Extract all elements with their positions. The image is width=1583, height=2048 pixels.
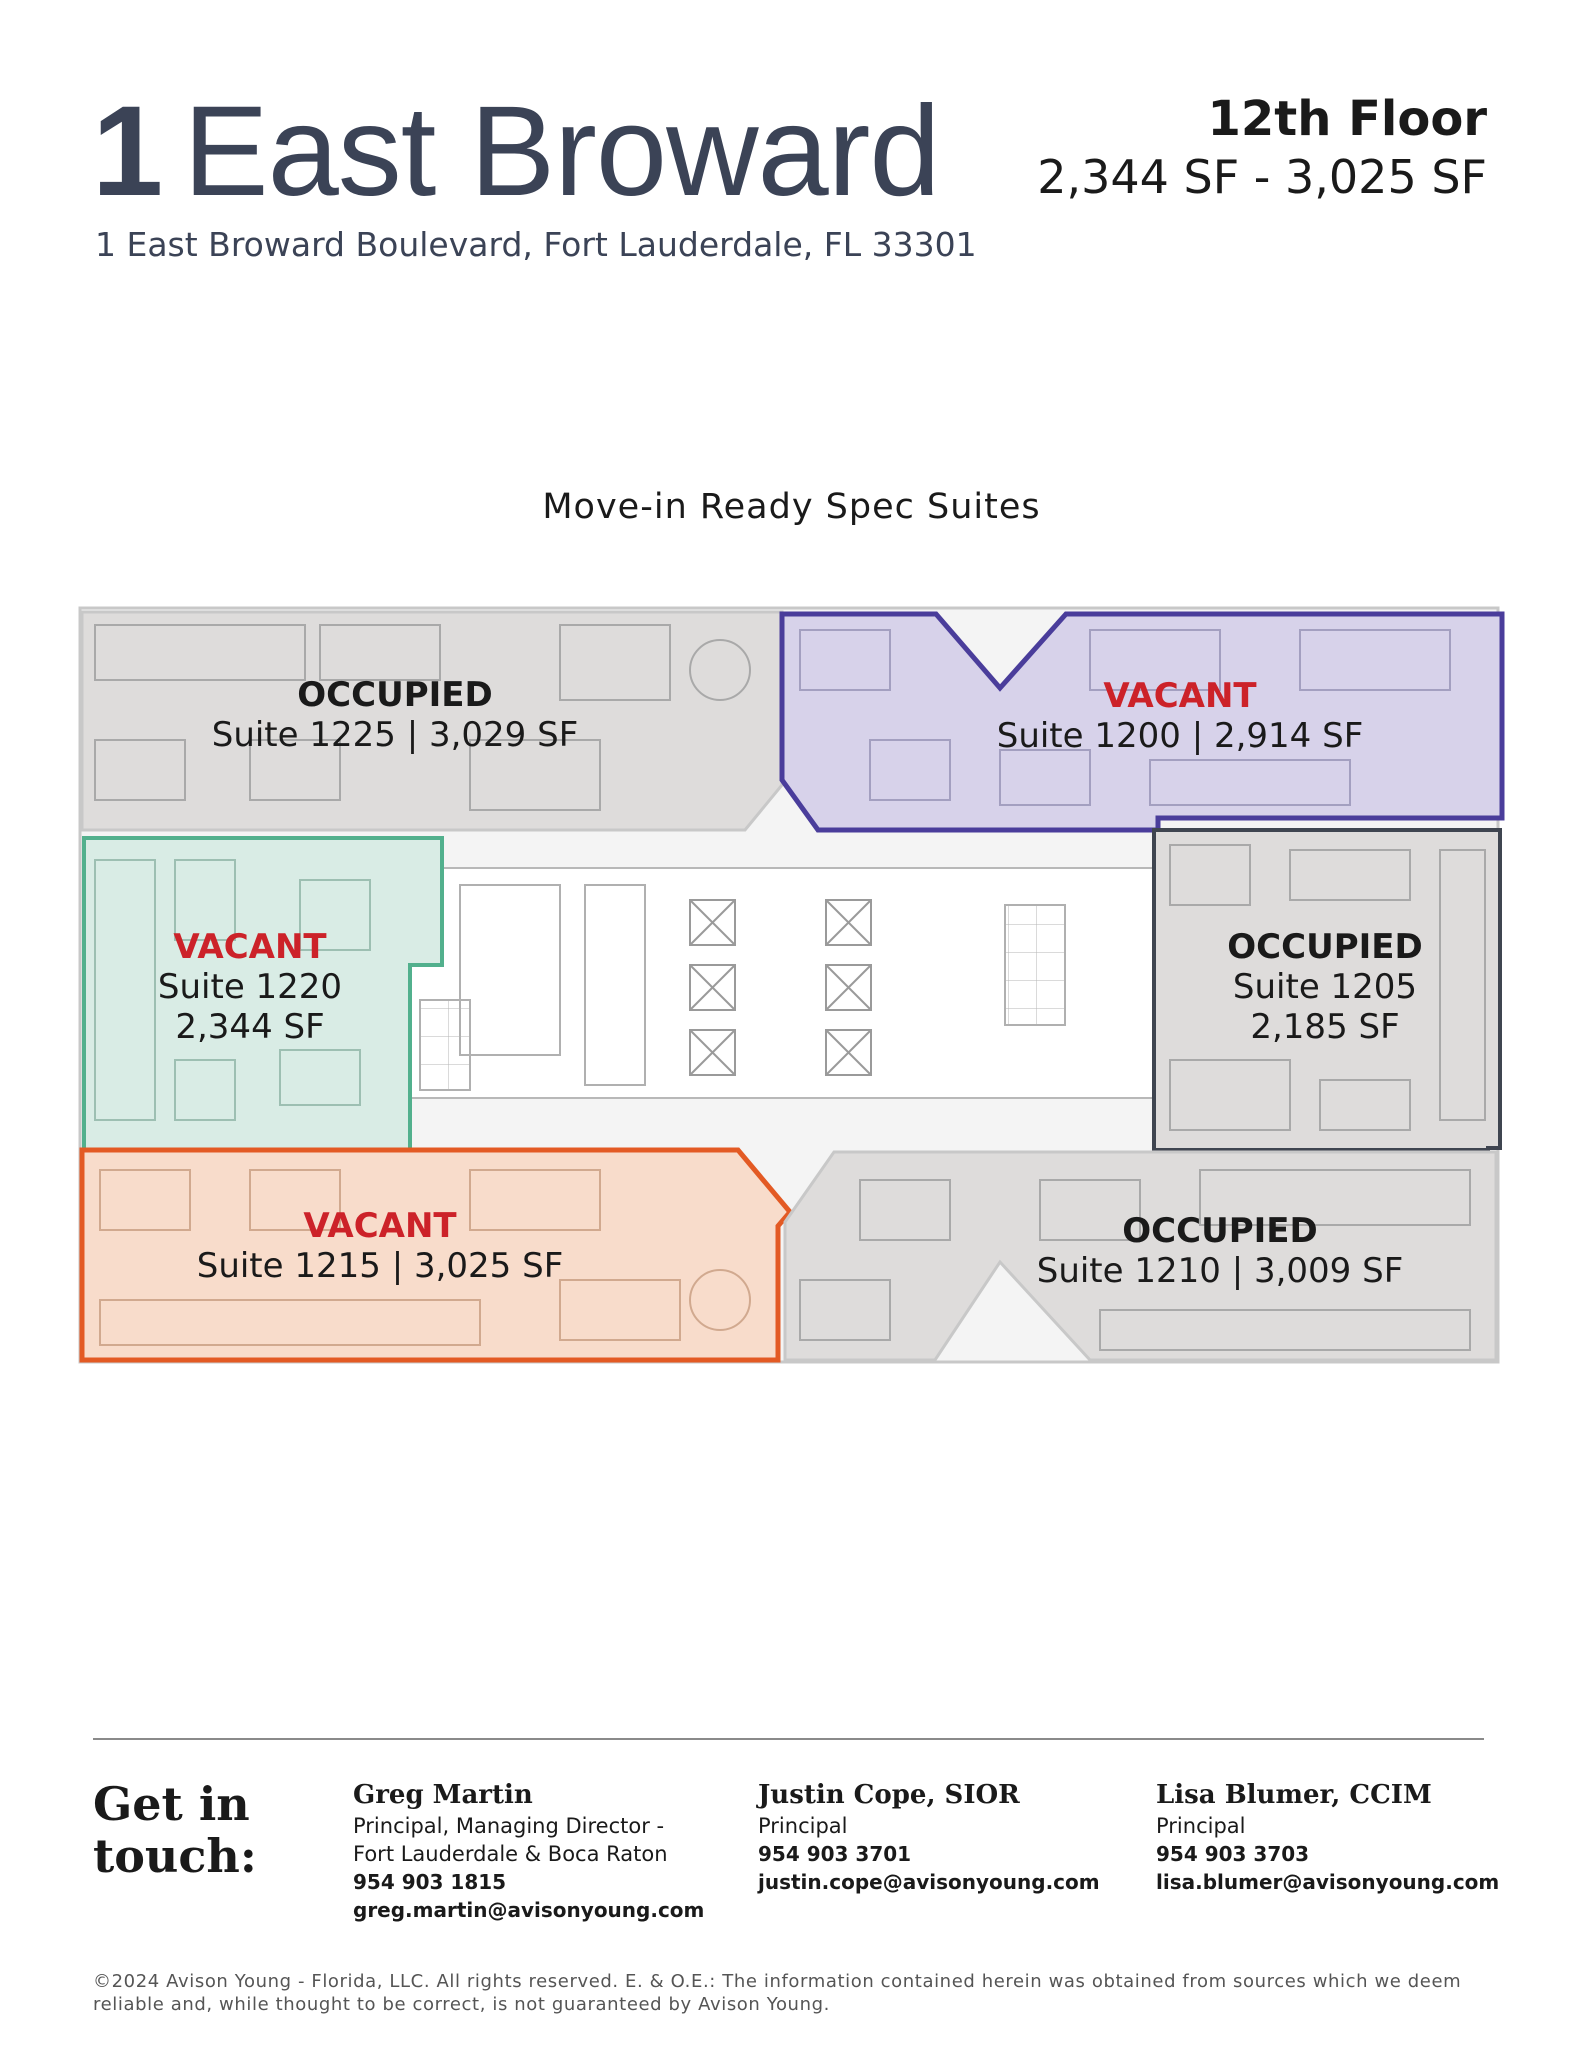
suite-detail: Suite 1200 | 2,914 SF <box>996 716 1364 756</box>
contact-phone[interactable]: 954 903 1815 <box>353 1870 507 1894</box>
suite-1215-label <box>180 1206 580 1286</box>
suite-1200-label <box>980 676 1380 756</box>
title-number: 1 <box>92 80 162 223</box>
contact-heading-line2: touch: <box>93 1829 257 1883</box>
contact-phone[interactable]: 954 903 3701 <box>758 1842 912 1866</box>
contact-title: Principal <box>758 1814 848 1838</box>
contact-justin-cope <box>758 1778 1100 1896</box>
suite-1210-label <box>1020 1211 1420 1291</box>
contact-greg-martin <box>353 1778 704 1924</box>
plan-subtitle: Move-in Ready Spec Suites <box>542 487 1041 527</box>
contact-name: Lisa Blumer, CCIM <box>1156 1780 1432 1810</box>
stair-right <box>1005 905 1065 1025</box>
contact-email[interactable]: justin.cope@avisonyoung.com <box>758 1870 1100 1894</box>
floor-name: 12th Floor <box>1207 91 1487 147</box>
suite-detail: Suite 1225 | 3,029 SF <box>211 715 579 755</box>
contact-email[interactable]: greg.martin@avisonyoung.com <box>353 1898 705 1922</box>
contact-email[interactable]: lisa.blumer@avisonyoung.com <box>1156 1870 1500 1894</box>
contact-heading <box>93 1778 257 1882</box>
suite-status: VACANT <box>1103 676 1257 716</box>
contact-name: Justin Cope, SIOR <box>758 1780 1020 1810</box>
suite-1225-label <box>200 675 590 755</box>
suite-1220-label <box>130 927 370 1047</box>
contact-title: Principal <box>1156 1814 1246 1838</box>
suite-detail: Suite 1210 | 3,009 SF <box>1036 1251 1404 1291</box>
suite-detail: Suite 1215 | 3,025 SF <box>196 1246 564 1286</box>
legal-disclaimer: ©2024 Avison Young - Florida, LLC. All rights reserved. E. & O.E.: The information contained herein was obtained from sources which we deem reliable and, while thought to be correct, is not guaranteed by Avison Young. <box>93 1971 1462 2015</box>
suite-status: OCCUPIED <box>297 675 493 715</box>
suite-number: Suite 1205 <box>1232 967 1418 1007</box>
building-core <box>410 868 1160 1098</box>
suite-status: VACANT <box>303 1206 457 1246</box>
suite-size: 2,344 SF <box>175 1007 325 1047</box>
size-range: 2,344 SF - 3,025 SF <box>1037 150 1487 204</box>
suite-1205-label <box>1200 927 1450 1047</box>
contact-name: Greg Martin <box>353 1780 533 1810</box>
contact-title: Principal, Managing Director - <box>353 1814 665 1838</box>
building-address: 1 East Broward Boulevard, Fort Lauderdale, FL 33301 <box>95 225 977 264</box>
contact-lisa-blumer <box>1156 1778 1499 1896</box>
contact-phone[interactable]: 954 903 3703 <box>1156 1842 1310 1866</box>
divider <box>93 1738 1484 1740</box>
stair-left <box>420 1000 470 1090</box>
contact-title-2: Fort Lauderdale & Boca Raton <box>353 1842 668 1866</box>
suite-status: VACANT <box>173 927 327 967</box>
suite-status: OCCUPIED <box>1227 927 1423 967</box>
title-name: East Broward <box>183 80 940 223</box>
suite-status: OCCUPIED <box>1122 1211 1318 1251</box>
contact-heading-line1: Get in <box>93 1777 250 1831</box>
suite-number: Suite 1220 <box>157 967 343 1007</box>
suite-size: 2,185 SF <box>1250 1007 1400 1047</box>
